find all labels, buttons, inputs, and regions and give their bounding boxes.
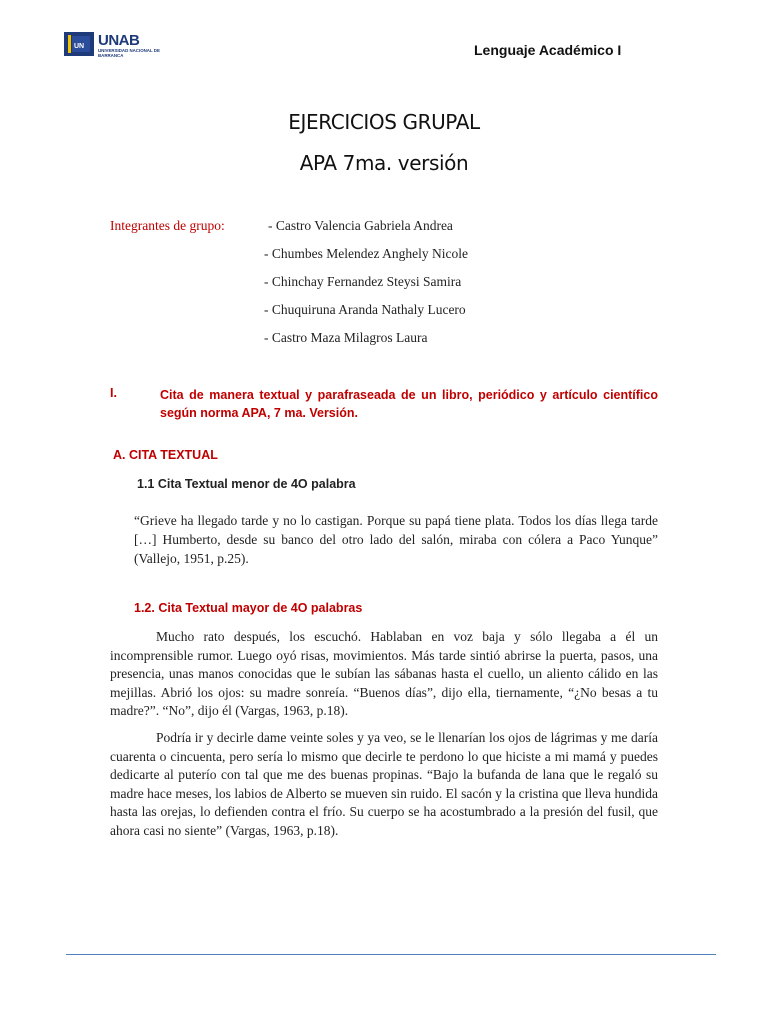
short-quote: “Grieve ha llegado tarde y no lo castigan. Porque su papá tiene plata. Todos los días llega tarde […] Humberto, desde su banco del otro lado del salón, miraba con cólera a Paco Yunque” (Vallejo, 1951, p.25). — [134, 513, 658, 566]
title-line-2: APA 7ma. versión — [299, 151, 469, 175]
logo-subtitle: UNIVERSIDAD NACIONAL DE BARRANCA — [98, 48, 160, 58]
member-item: - Chumbes Melendez Anghely Nicole — [264, 246, 468, 261]
section-heading: Cita de manera textual y parafraseada de un libro, periódico y artículo científico según norma APA, 7 ma. Versión. — [160, 388, 658, 420]
svg-text:UN: UN — [74, 43, 85, 50]
section-number: I. — [110, 386, 117, 400]
subsection-1-2-heading: 1.2. Cita Textual mayor de 4O palabras — [134, 601, 363, 615]
course-name: Lenguaje Académico I — [474, 42, 622, 58]
members-label: Integrantes de grupo: — [110, 218, 225, 233]
long-quote-paragraph-1: Mucho rato después, los escuchó. Hablaban en voz baja y sólo llegaba a él un incomprensible rumor. Luego oyó risas, movimientos. Más tarde sintió abrirse la puerta, pasos, una presencia, unas manos conocidas que le subían las sábanas hasta el cuello, un aliento cálido en las mejillas. Abrió los ojos: su madre sonreía. “Buenos días”, dijo ella, tiernamente, “¿No besas a tu madre?”. “No”, dijo él (Vargas, 1963, p.18). — [110, 629, 658, 718]
member-item: - Castro Maza Milagros Laura — [264, 330, 428, 345]
long-quote-paragraph-2: Podría ir y decirle dame veinte soles y ya veo, se le llenarían los ojos de lágrimas y me daría cuarenta o cincuenta, pero sería lo mismo que decirle te perdono lo que hiciste a mi mamá y puedes dedicarte al puterío con tal que me des buenas propinas. “Bajo la bufanda de lana que le regaló su madre hace meses, los labios de Alberto se mueven sin ruido. El sacón y la cristina que lleva hundida hasta las orejas, lo defienden contra el frío. Su cuerpo se ha acostumbrado a la presión del fusil, que ahora casi no siente” (Vargas, 1963, p.18). — [110, 730, 658, 838]
subsection-1-1-heading: 1.1 Cita Textual menor de 4O palabra — [137, 477, 356, 491]
footer-divider — [66, 954, 716, 955]
logo-brand: UNAB — [98, 32, 140, 49]
title-line-1: EJERCICIOS GRUPAL — [288, 110, 480, 134]
member-item: - Chinchay Fernandez Steysi Samira — [264, 274, 462, 289]
member-item: - Castro Valencia Gabriela Andrea — [268, 218, 453, 233]
subsection-a-heading: A. CITA TEXTUAL — [113, 448, 218, 462]
member-item: - Chuquiruna Aranda Nathaly Lucero — [264, 302, 466, 317]
logo-text — [98, 33, 164, 58]
